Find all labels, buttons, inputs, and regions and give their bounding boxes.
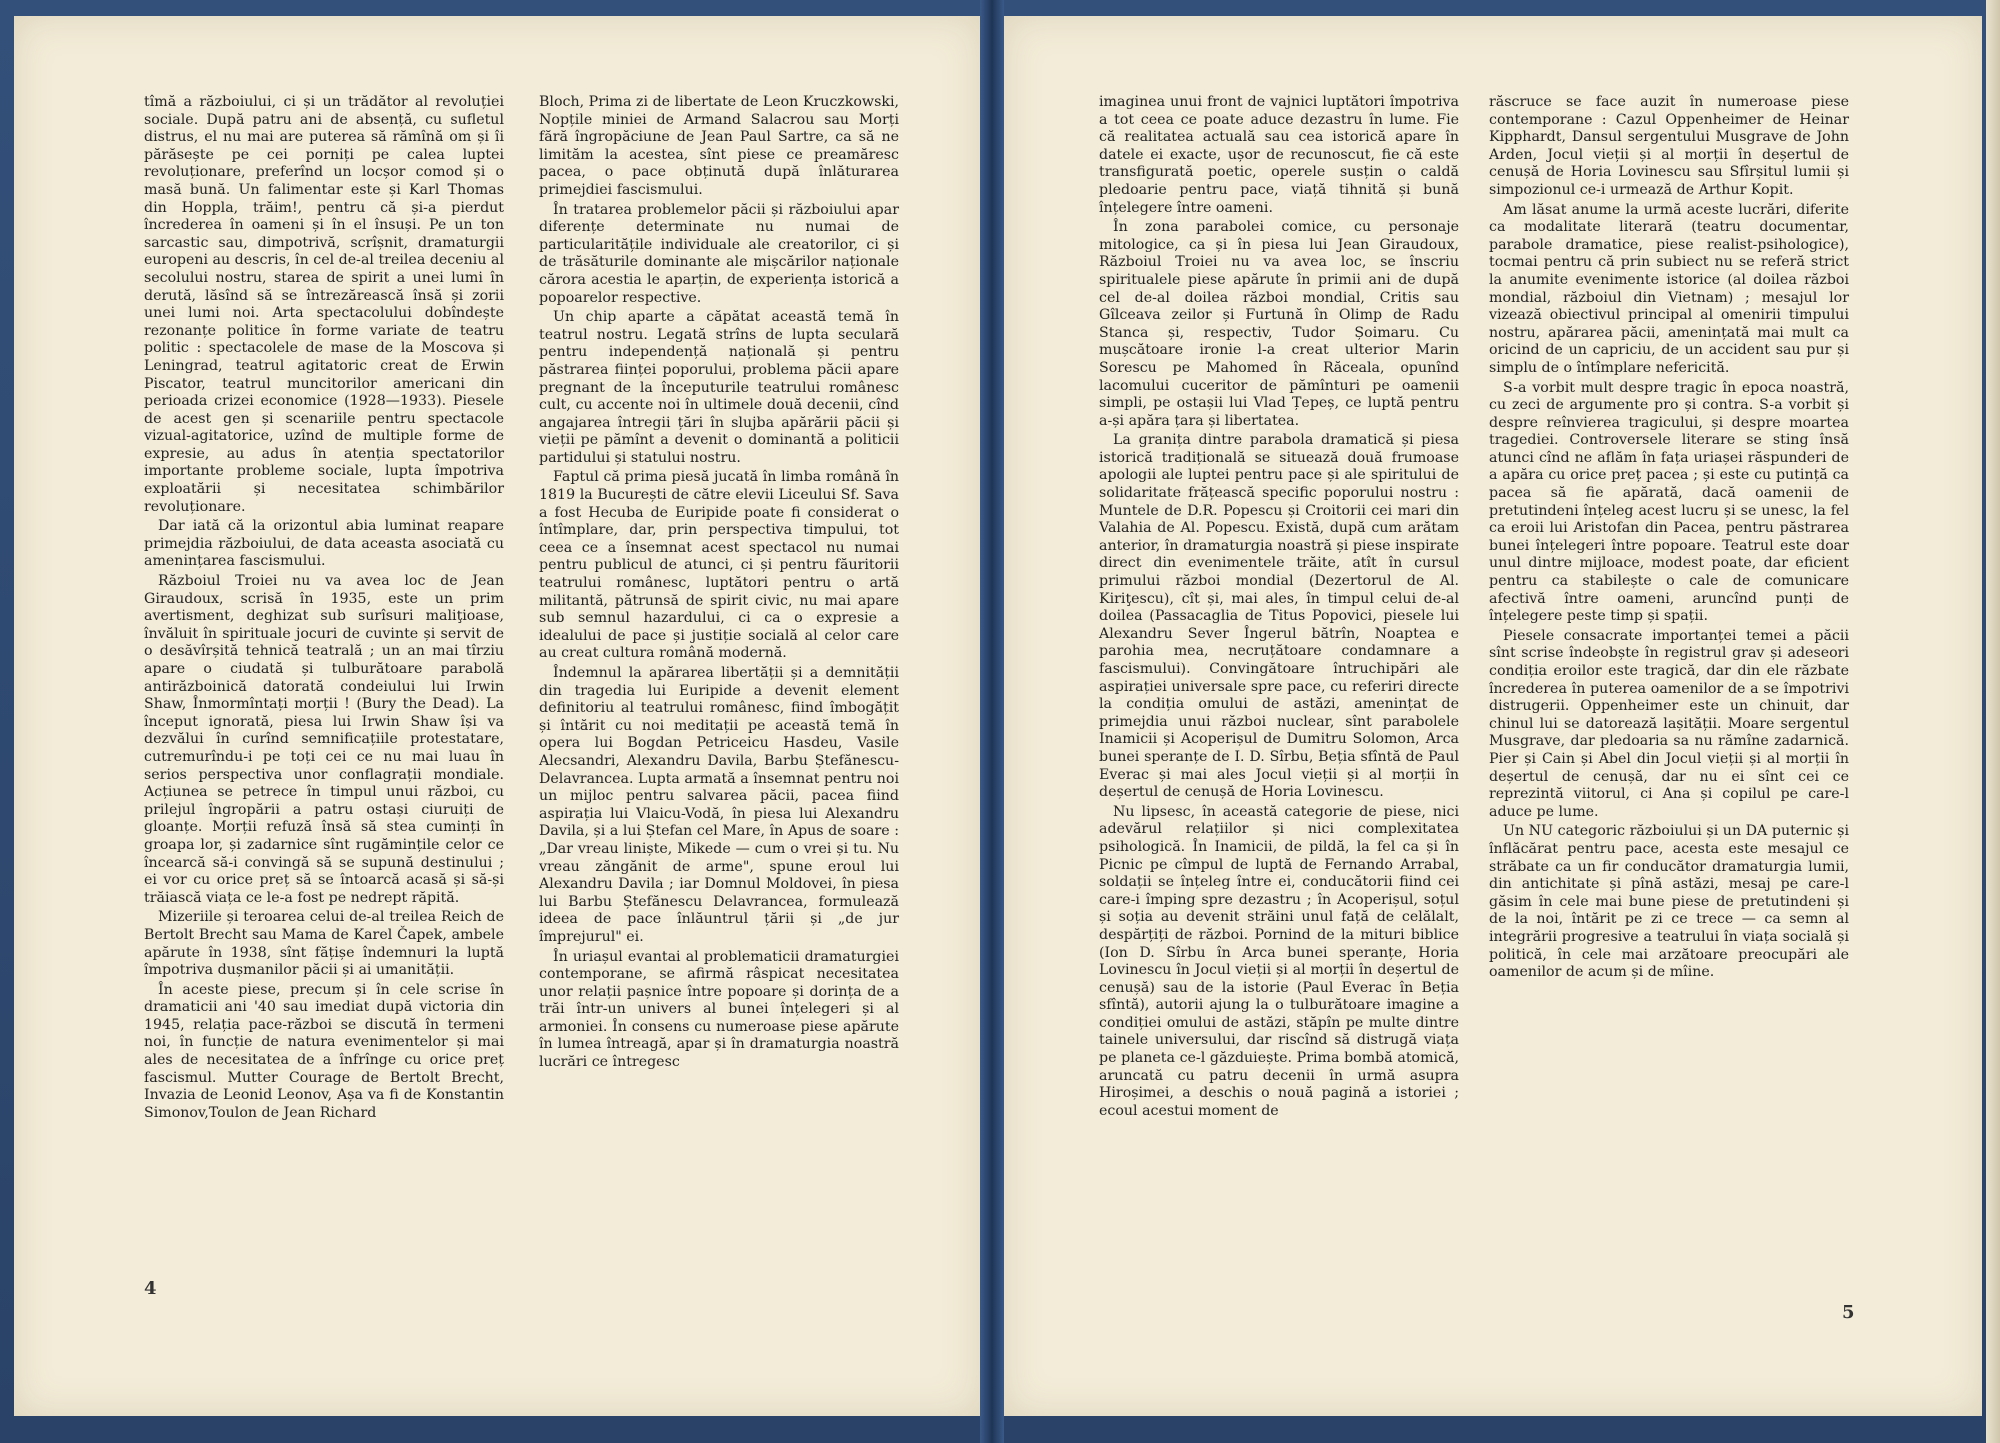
paragraph: Războiul Troiei nu va avea loc de Jean Giraudoux, scrisă în 1935, este un prim avertisment, deghizat sub surîsuri maliţioase, învăluit în spirituale jocuri de cuvinte și servit de o desăvîrșită tehnică teatrală ; un an mai tîrziu apare o ciudată și tulburătoare parabolă antirăzboinică datorată condeiului lui Irwin Shaw, Înmormîntați morții ! (Bury the Dead). La început ignorată, piesa lui Irwin Shaw își va dezvălui în curînd semnificațiile protestatare, cutremurîndu-i pe toți cei ce nu mai luau în serios perspectiva unor conflagrații mondiale. Acțiunea se petrece în timpul unui război, cu prilejul îngropării a patru ostași ciuruiți de gloanțe. Morții refuză însă să stea cuminți în groapa lor, și zadarnice sînt rugămințile celor ce încearcă să-i convingă să se supună destinului ; ei vor cu orice preț să se întoarcă acasă și să-și trăiască viața ce le-a fost pe nedrept răpită. [144,573,504,906]
paragraph: imaginea unui front de vajnici luptători împotriva a tot ceea ce poate aduce dezastru în lume. Fie că realitatea actuală sau cea istorică apare în datele ei exacte, ușor de recunoscut, fie că este transfigurată poetic, operele susțin o caldă pledoarie pentru pace, viață tihnită și bună înțelegere între oameni. [1099,94,1459,216]
right-page [1004,16,1982,1416]
paragraph: Mizeriile și teroarea celui de-al treilea Reich de Bertolt Brecht sau Mama de Karel Čapek, ambele apărute în 1938, sînt fățișe îndemnuri la luptă împotriva dușmanilor păcii și ai umanității. [144,909,504,979]
paragraph: Piesele consacrate importanței temei a păcii sînt scrise îndeobște în registrul grav și adeseori condiția eroilor este tragică, dar din ele răzbate încrederea în puterea oamenilor de a se împotrivi distrugerii. Oppenheimer este un chinuit, dar chinul lui se datorează lașității. Moare sergentul Musgrave, dar pledoaria sa nu rămîne zadarnică. Pier și Cain și Abel din Jocul vieții și al morții în deșertul de cenușă, dar nu ei sînt cei ce reprezintă viitorul, ci Ana și copilul pe care-l aduce pe lume. [1489,627,1849,820]
paragraph: Nu lipsesc, în această categorie de piese, nici adevărul relațiilor și nici complexitatea psihologică. În Inamicii, de pildă, la fel ca și în Picnic pe cîmpul de luptă de Fernando Arrabal, soldații se înțeleg între ei, conducătorii fiind cei care-i împing spre dezastru ; în Acoperișul, soțul și soția au devenit străini unul față de celălalt, despărțiți de război. Pornind de la mituri biblice (Ion D. Sîrbu în Arca bunei speranțe, Horia Lovinescu în Jocul vieții și al morții în deșertul de cenușă) sau de la istorie (Paul Everac în Beția sfîntă), autorii ajung la o tulburătoare imagine a condiției omului de astăzi, stăpîn pe multe dintre tainele universului, dar riscînd să distrugă viața pe planeta ce-l găzduiește. Prima bombă atomică, aruncată cu patru decenii în urmă asupra Hiroșimei, a deschis o nouă pagină a istoriei ; ecoul acestui moment de [1099,803,1459,1119]
book-spine [980,0,1004,1443]
paragraph: Îndemnul la apărarea libertății și a demnității din tragedia lui Euripide a devenit element definitoriu al teatrului românesc, fiind îmbogățit și întărit cu noi meditații pe această temă în opera lui Bogdan Petriceicu Hasdeu, Vasile Alecsandri, Alexandru Davila, Barbu Ștefănescu-Delavrancea. Lupta armată a însemnat pentru noi un mijloc pentru salvarea păcii, pacea fiind aspirația lui Vlaicu-Vodă, în piesa lui Alexandru Davila, și a lui Ștefan cel Mare, în Apus de soare : „Dar vreau liniște, Mikede — cum o vrei și tu. Nu vreau zăngănit de arme", spune eroul lui Alexandru Davila ; iar Domnul Moldovei, în piesa lui Barbu Ștefănescu Delavrancea, formulează ideea de pace înlăuntrul țării și „de jur împrejurul" ei. [539,665,899,945]
paragraph: Un NU categoric războiului și un DA puternic și înflăcărat pentru pace, acesta este mesajul ce străbate ca un fir conducător dramaturgia lumii, din antichitate și pînă astăzi, mesaj pe care-l găsim în cele mai bune piese de pretutindeni și de la noi, întărit pe zi ce trece — ca semn al integrării progresive a teatrului în viața socială și politică, în cele mai arzătoare preocupări ale oamenilor de acum și de mîine. [1489,823,1849,981]
page-edge [1986,0,2000,1443]
left-page-column-1 [144,94,504,1124]
paragraph: În uriașul evantai al problematicii dramaturgiei contemporane, se afirmă râspicat necesitatea unor relații pașnice între popoare și dorința de a trăi într-un univers al bunei înțelegeri și al armoniei. În consens cu numeroase piese apărute în lumea întreagă, apar și în dramaturgia noastră lucrări ce întregesc [539,948,899,1071]
paragraph: Am lăsat anume la urmă aceste lucrări, diferite ca modalitate literară (teatru documentar, parabole dramatice, piese realist-psihologice), tocmai pentru că prin subiect nu se referă strict la anumite evenimente istorice (al doilea război mondial, războiul din Vietnam) ; mesajul lor vizează obiectivul principal al omenirii timpului nostru, apărarea păcii, amenințată mai mult ca oricind de un capriciu, de un accident sau pur și simplu de o întîmplare nefericită. [1489,201,1849,376]
paragraph: În aceste piese, precum și în cele scrise în dramaticii ani '40 sau imediat după victoria din 1945, relația pace-război se discută în termeni noi, în funcție de natura evenimentelor și mai ales de necesitatea de a înfrînge cu orice preț fascismul. Mutter Courage de Bertolt Brecht, Invazia de Leonid Leonov, Așa va fi de Konstantin Simonov,Toulon de Jean Richard [144,981,504,1121]
paragraph: Bloch, Prima zi de libertate de Leon Kruczkowski, Nopțile miniei de Armand Salacrou sau Morți fără îngropăciune de Jean Paul Sartre, ca să ne limităm la acestea, sînt piese ce preamăresc pacea, o pace obținută după înlăturarea primejdiei fascismului. [539,94,899,198]
paragraph: În zona parabolei comice, cu personaje mitologice, ca și în piesa lui Jean Giraudoux, Războiul Troiei nu va avea loc, se înscriu spiritualele piese apărute în primii ani de după cel de-al doilea război mondial, Critis sau Gîlceava zeilor și Furtună în Olimp de Radu Stanca și, respectiv, Tudor Șoimaru. Cu mușcătoare ironie l-a creat ulterior Marin Sorescu pe Mahomed în Răceala, opunînd lacomului cuceritor de pămînturi pe oamenii simpli, pe ostașii lui Vlad Țepeș, ce luptă pentru a-și apăra țara și libertatea. [1099,219,1459,429]
left-page [14,16,980,1416]
page-number: 4 [144,1278,157,1299]
left-page-column-2 [539,94,899,1074]
right-page-column-1 [1099,94,1459,1122]
paragraph: răscruce se face auzit în numeroase piese contemporane : Cazul Oppenheimer de Heinar Kipphardt, Dansul sergentului Musgrave de John Arden, Jocul vieții și al morții în deșertul de cenușă de Horia Lovinescu sau Sfîrșitul lumii și simpozionul ce-i urmează de Arthur Kopit. [1489,94,1849,198]
paragraph: La granița dintre parabola dramatică și piesa istorică tradițională se situează două frumoase apologii ale luptei pentru pace și ale spiritului de solidaritate frățească specific poporului nostru : Muntele de D.R. Popescu și Croitorii cei mari din Valahia de Al. Popescu. Există, după cum arătam anterior, în dramaturgia noastră și piese inspirate direct din evenimentele trăite, atît în cursul primului război mondial (Dezertorul de Al. Kiriţescu), cît și, mai ales, în timpul celui de-al doilea (Passacaglia de Titus Popovici, piesele lui Alexandru Sever Îngerul bătrîn, Noaptea e parohia mea, necruțătoare condamnare a fascismului). Convingătoare întruchipări ale aspirației universale spre pace, cu referiri directe la condiția omului de astăzi, amenințat de primejdia unui război nuclear, sînt parabolele Inamicii și Acoperișul de Dumitru Solomon, Arca bunei speranțe de I. D. Sîrbu, Beția sfîntă de Paul Everac și mai ales Jocul vieții și al morții în deșertul de cenușă de Horia Lovinescu. [1099,432,1459,801]
paragraph: Faptul că prima piesă jucată în limba română în 1819 la București de către elevii Liceului Sf. Sava a fost Hecuba de Euripide poate fi considerat o întîmplare, dar, prin perspectiva timpului, tot ceea ce a însemnat acest spectacol nu numai pentru publicul de atunci, ci și pentru făuritorii teatrului românesc, luptători pentru o artă militantă, pătrunsă de spirit civic, nu mai apare sub semnul hazardului, ci ca o expresie a idealului de pace și justiție socială al celor care au creat cultura română modernă. [539,469,899,662]
right-page-column-2 [1489,94,1849,984]
paragraph: Un chip aparte a căpătat această temă în teatrul nostru. Legată strîns de lupta seculară pentru independență națională și pentru păstrarea ființei poporului, problema păcii apare pregnant de la începuturile teatrului românesc cult, cu accente noi în ultimele două decenii, cînd angajarea întregii țări în slujba apărării păcii și vieții pe pămînt a devenit o dominantă a politicii partidului și statului nostru. [539,309,899,466]
page-number: 5 [1842,1302,1855,1323]
paragraph: Dar iată că la orizontul abia luminat reapare primejdia războiului, de data aceasta asociată cu amenințarea fascismului. [144,518,504,570]
paragraph: În tratarea problemelor păcii și războiului apar diferențe determinate nu numai de particularitățile individuale ale creatorilor, ci și de trăsăturile dominante ale mișcărilor naționale cărora acestia le aparțin, de experiența istorică a popoarelor respective. [539,201,899,306]
paragraph: tîmă a războiului, ci și un trădător al revoluției sociale. După patru ani de absență, cu sufletul distrus, el nu mai are puterea să rămînă om și îi părăsește pe cei porniți pe calea luptei revoluționare, preferînd un locșor comod și o masă bună. Un falimentar este și Karl Thomas din Hoppla, trăim!, pentru că și-a pierdut încrederea în oameni și în el însuși. Pe un ton sarcastic sau, dimpotrivă, scrîșnit, dramaturgii europeni au descris, în cel de-al treilea deceniu al secolului nostru, starea de spirit a unei lumi în derută, lăsînd să se întrezărească însă și zorii unei lumi noi. Arta spectacolului dobîndește rezonanțe politice în forme variate de teatru politic : spectacolele de mase de la Moscova și Leningrad, teatrul agitatoric creat de Erwin Piscator, teatrul muncitorilor americani din perioada crizei economice (1928—1933). Piesele de acest gen și scenariile pentru spectacole vizual-agitatorice, uzînd de multiple forme de expresie, au adus în atenția spectatorilor importante probleme sociale, lupta împotriva exploatării și necesitatea schimbărilor revoluționare. [144,94,504,515]
paragraph: S-a vorbit mult despre tragic în epoca noastră, cu zeci de argumente pro și contra. S-a vorbit și despre reînvierea tragicului, și despre moartea tragediei. Controversele literare se sting însă atunci cînd ne aflăm în fața uriașei răspunderi de a apăra cu orice preț pacea ; și este cu putință ca pacea să fie apărată, dacă oamenii de pretutindeni înțeleg acest lucru și se unesc, la fel ca eroii lui Aristofan din Pacea, pentru păstrarea bunei înțelegeri între popoare. Teatrul este doar unul dintre mijloace, modest poate, dar eficient pentru ca stabilește o cale de comunicare afectivă între oameni, aruncînd punți de înțelegere peste timp și spații. [1489,379,1849,625]
